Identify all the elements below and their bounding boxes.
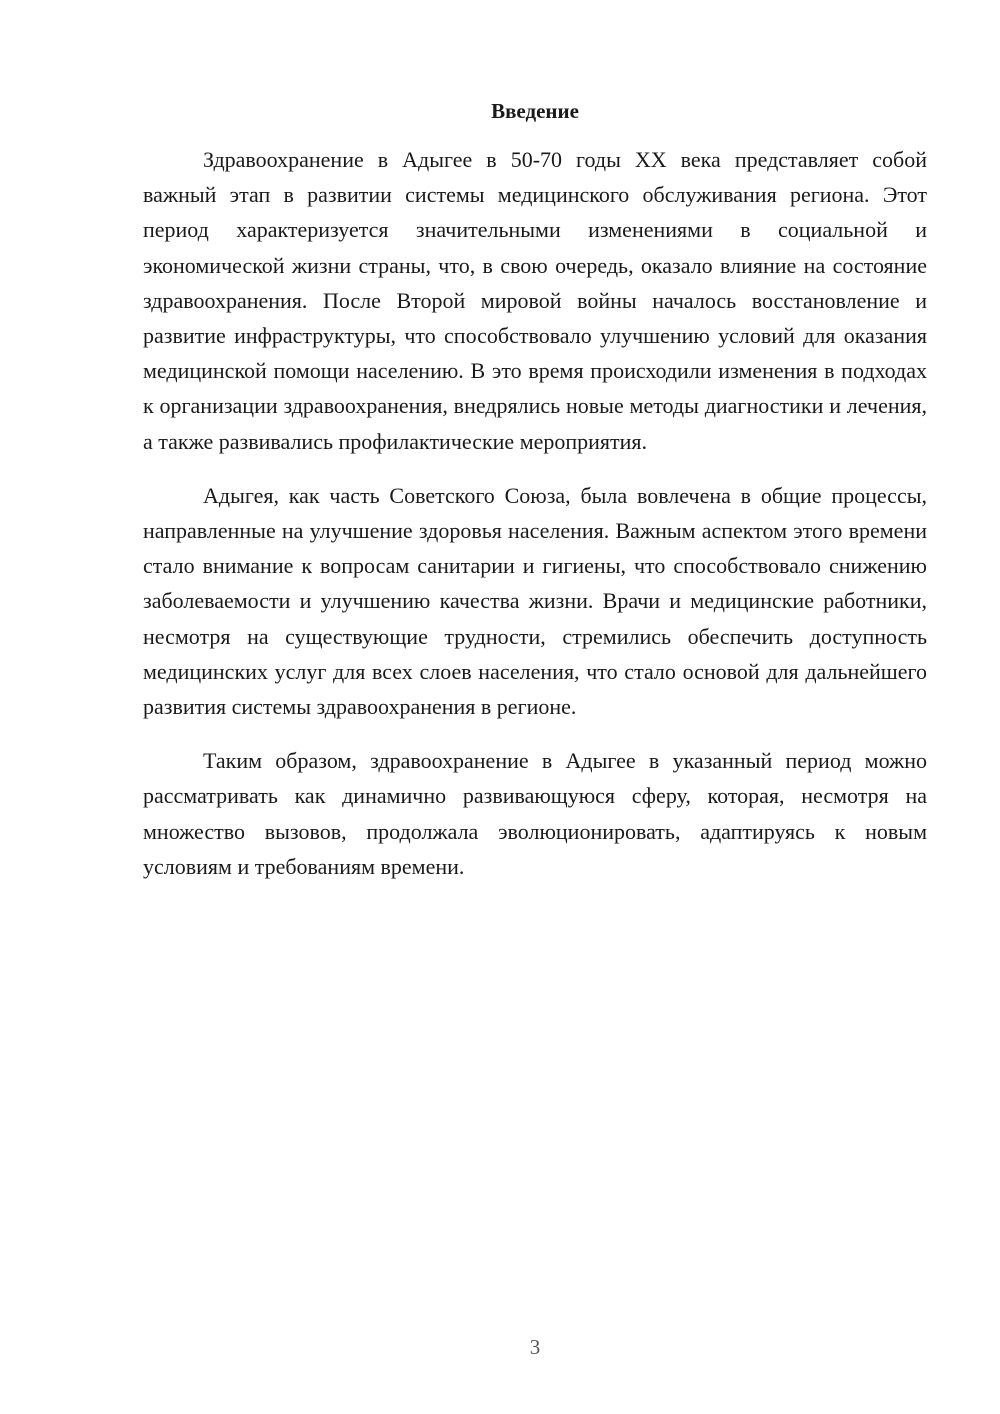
page-number: 3 <box>529 1335 541 1359</box>
section-heading: Введение <box>491 99 579 123</box>
paragraph-2: Адыгея, как часть Советского Союза, была вовлечена в общие процессы, направленные на улучшение здоровья населения. Важным аспектом этого времени стало внимание к вопросам санитарии и гигиены, что способствовало снижению заболеваемости и улучшению качества жизни. Врачи и медицинские работники, несмотря на существующие трудности, стремились обеспечить доступность медицинских услуг для всех слоев населения, что стало основой для дальнейшего развития системы здравоохранения в регионе. <box>143 482 927 720</box>
document-body <box>143 142 927 884</box>
paragraph-1: Здравоохранение в Адыгее в 50-70 годы XX века представляет собой важный этап в развитии системы медицинского обслуживания региона. Этот период характеризуется значительными изменениями в социальной и экономической жизни страны, что, в свою очередь, оказало влияние на состояние здравоохранения. После Второй мировой войны началось восстановление и развитие инфраструктуры, что способствовало улучшению условий для оказания медицинской помощи населению. В это время происходили изменения в подходах к организации здравоохранения, внедрялись новые методы диагностики и лечения, а также развивались профилактические мероприятия. <box>143 147 927 454</box>
paragraph-3: Таким образом, здравоохранение в Адыгее в указанный период можно рассматривать как динамично развивающуюся сферу, которая, несмотря на множество вызовов, продолжала эволюционировать, адаптируясь к новым условиям и требованиям времени. <box>143 748 927 879</box>
